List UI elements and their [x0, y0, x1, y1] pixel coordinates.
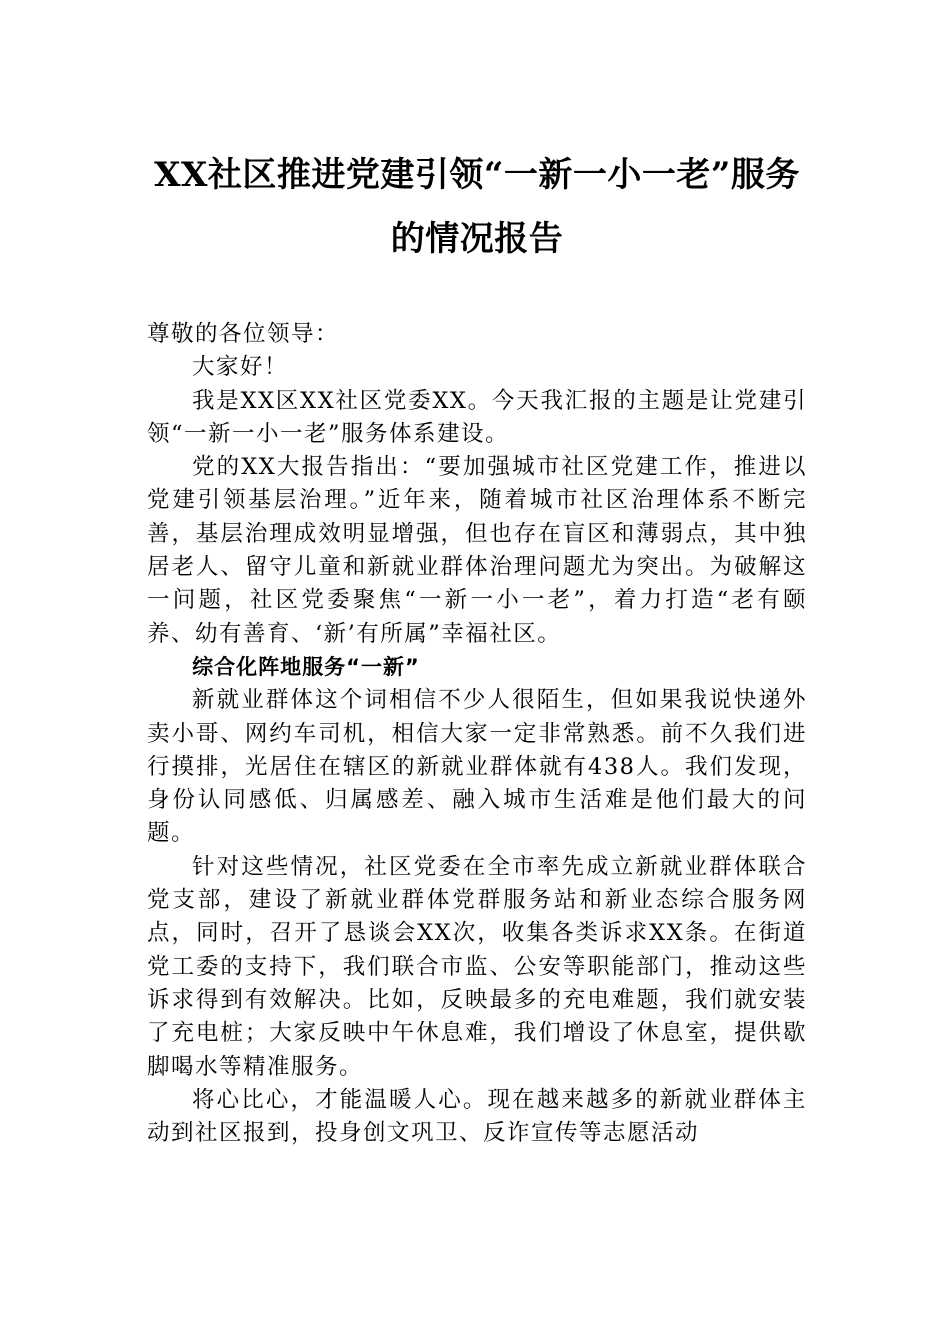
paragraph-introduction: 我是XX区XX社区党委XX。今天我汇报的主题是让党建引领“一新一小一老”服务体系建设。 [147, 387, 807, 447]
document-page [147, 143, 807, 1150]
paragraph-background: 党的XX大报告指出：“要加强城市社区党建工作，推进以党建引领基层治理。”近年来，随着城市社区治理体系不断完善，基层治理成效明显增强，但也存在盲区和薄弱点，其中独居老人、留守儿童和新就业群体治理问题尤为突出。为破解这一问题，社区党委聚焦“一新一小一老”，着力打造“老有颐养、幼有善育、‘新’有所属”幸福社区。 [147, 454, 807, 647]
paragraph-outcome: 将心比心，才能温暖人心。现在越来越多的新就业群体主动到社区报到，投身创文巩卫、反诈宣传等志愿活动 [147, 1086, 807, 1147]
paragraph-measures: 针对这些情况，社区党委在全市率先成立新就业群体联合党支部，建设了新就业群体党群服务站和新业态综合服务网点，同时，召开了恳谈会XX次，收集各类诉求XX条。在街道党工委的支持下，我们联合市监、公安等职能部门，推动这些诉求得到有效解决。比如，反映最多的充电难题，我们就安装了充电桩；大家反映中午休息难，我们增设了休息室，提供歇脚喝水等精准服务。 [147, 853, 807, 1080]
document-body [147, 318, 807, 1150]
document-title: XX社区推进党建引领“一新一小一老”服务的情况报告 [154, 155, 800, 259]
salutation: 尊敬的各位领导： [147, 321, 340, 347]
greeting: 大家好！ [192, 354, 289, 381]
paragraph-new-employment-group: 新就业群体这个词相信不少人很陌生，但如果我说快递外卖小哥、网约车司机，相信大家一定非常熟悉。前不久我们进行摸排，光居住在辖区的新就业群体就有438人。我们发现，身份认同感低、归属感差、融入城市生活难是他们最大的问题。 [147, 687, 807, 847]
section-heading: 综合化阵地服务“一新” [192, 654, 420, 679]
